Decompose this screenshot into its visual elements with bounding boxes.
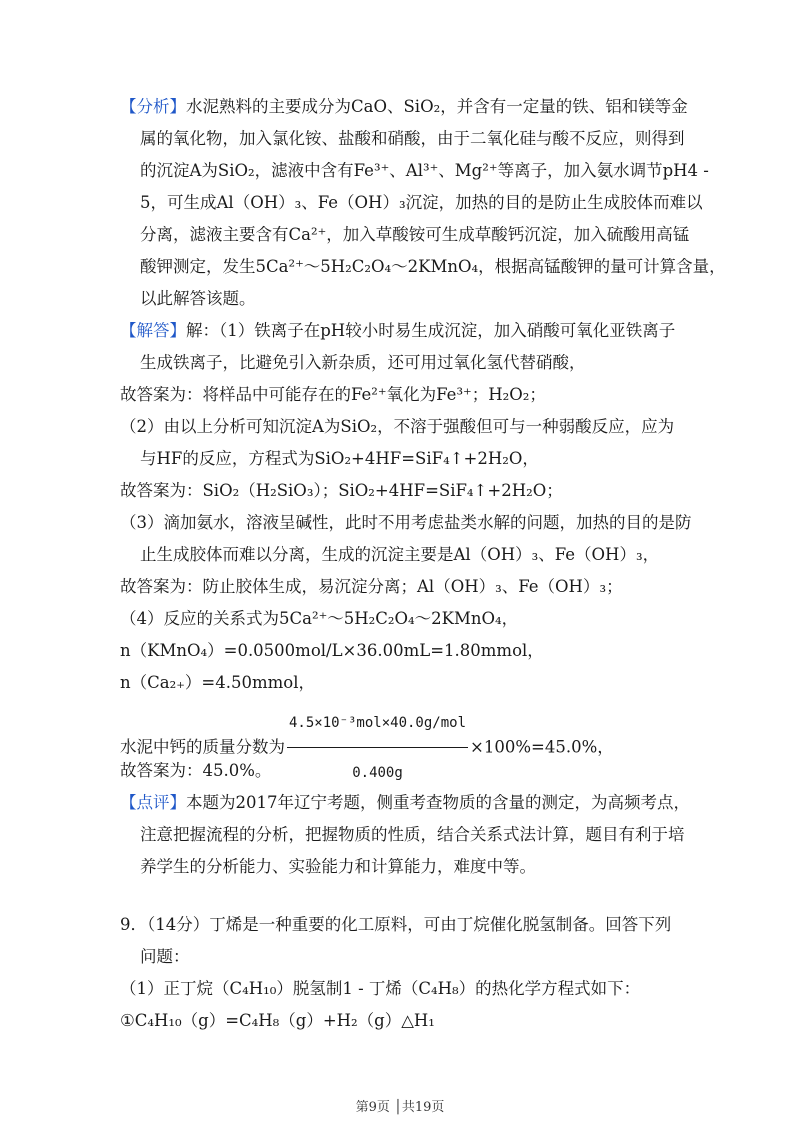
question9-line-1: 9．（14分）丁烯是一种重要的化工原料，可由丁烷催化脱氢制备。回答下列	[120, 915, 672, 934]
question9-line-3: （1）正丁烷（C₄H₁₀）脱氢制1 - 丁烯（C₄H₈）的热化学方程式如下：	[120, 979, 641, 998]
solution-line-1: 【解答】解：（1）铁离子在pH较小时易生成沉淀，加入硝酸可氧化亚铁离子	[120, 321, 676, 340]
analysis-line-4: 5，可生成Al（OH）₃、Fe（OH）₃沉淀，加热的目的是防止生成胶体而难以	[140, 193, 703, 212]
solution-line-6: 故答案为：SiO₂（H₂SiO₃）；SiO₂+4HF=SiF₄↑+2H₂O；	[120, 481, 563, 500]
fraction-denominator: 0.400g	[352, 765, 403, 781]
analysis-line-5: 分离，滤液主要含有Ca²⁺，加入草酸铵可生成草酸钙沉淀，加入硫酸用高锰	[140, 225, 690, 244]
solution-line-11: n（KMnO₄）=0.0500mol/L×36.00mL=1.80mmol，	[120, 641, 544, 660]
comment-tag: 【点评】	[120, 793, 186, 812]
analysis-line-6: 酸钾测定，发生5Ca²⁺～5H₂C₂O₄～2KMnO₄，根据高锰酸钾的量可计算含量，	[140, 257, 726, 276]
fraction-numerator: 4.5×10⁻³mol×40.0g/mol	[287, 700, 468, 748]
solution-tag: 【解答】	[120, 321, 186, 340]
final-answer: 故答案为：45.0%。	[120, 761, 272, 780]
solution-line-2: 生成铁离子，比避免引入新杂质，还可用过氧化氢代替硝酸，	[140, 353, 586, 372]
analysis-line-3: 的沉淀A为SiO₂，滤液中含有Fe³⁺、Al³⁺、Mg²⁺等离子，加入氨水调节pH4 -	[140, 161, 709, 180]
comment-line-1: 【点评】本题为2017年辽宁考题，侧重考查物质的含量的测定，为高频考点，	[120, 793, 690, 812]
solution-line-8: 止生成胶体而难以分离，生成的沉淀主要是Al（OH）₃、Fe（OH）₃，	[140, 545, 660, 564]
analysis-line-7: 以此解答该题。	[140, 289, 256, 308]
question9-line-2: 问题：	[140, 947, 190, 966]
analysis-line-1: 【分析】水泥熟料的主要成分为CaO、SiO₂，并含有一定量的铁、铝和镁等金	[120, 97, 688, 116]
solution-line-7: （3）滴加氨水，溶液呈碱性，此时不用考虑盐类水解的问题，加热的目的是防	[120, 513, 692, 532]
solution-line-9: 故答案为：防止胶体生成，易沉淀分离；Al（OH）₃、Fe（OH）₃；	[120, 577, 623, 596]
comment-line-2: 注意把握流程的分析，把握物质的性质，结合关系式法计算，题目有利于培	[140, 825, 685, 844]
comment-line-3: 养学生的分析能力、实验能力和计算能力，难度中等。	[140, 857, 536, 876]
fraction	[287, 700, 468, 796]
solution-line-5: 与HF的反应，方程式为SiO₂+4HF=SiF₄↑+2H₂O，	[140, 449, 539, 468]
mass-fraction-formula: 水泥中钙的质量分数为 $\frac{\text{4.5×10⁻³mol×40.0g/mol}}{0.400g}$ ×100%=45.0%，	[120, 700, 614, 796]
solution-line-12: n（Ca₂₊）=4.50mmol，	[120, 673, 315, 692]
solution-line-3: 故答案为：将样品中可能存在的Fe²⁺氧化为Fe³⁺；H₂O₂；	[120, 385, 546, 404]
page-footer: 第9页 │共19页	[355, 1100, 445, 1115]
question9-line-4: ①C₄H₁₀（g）=C₄H₈（g）+H₂（g）△H₁	[120, 1011, 435, 1030]
solution-line-10: （4）反应的关系式为5Ca²⁺～5H₂C₂O₄～2KMnO₄，	[120, 609, 519, 628]
analysis-line-2: 属的氧化物，加入氯化铵、盐酸和硝酸，由于二氧化硅与酸不反应，则得到	[140, 129, 685, 148]
solution-line-4: （2）由以上分析可知沉淀A为SiO₂，不溶于强酸但可与一种弱酸反应，应为	[120, 417, 675, 436]
analysis-tag: 【分析】	[120, 97, 186, 116]
